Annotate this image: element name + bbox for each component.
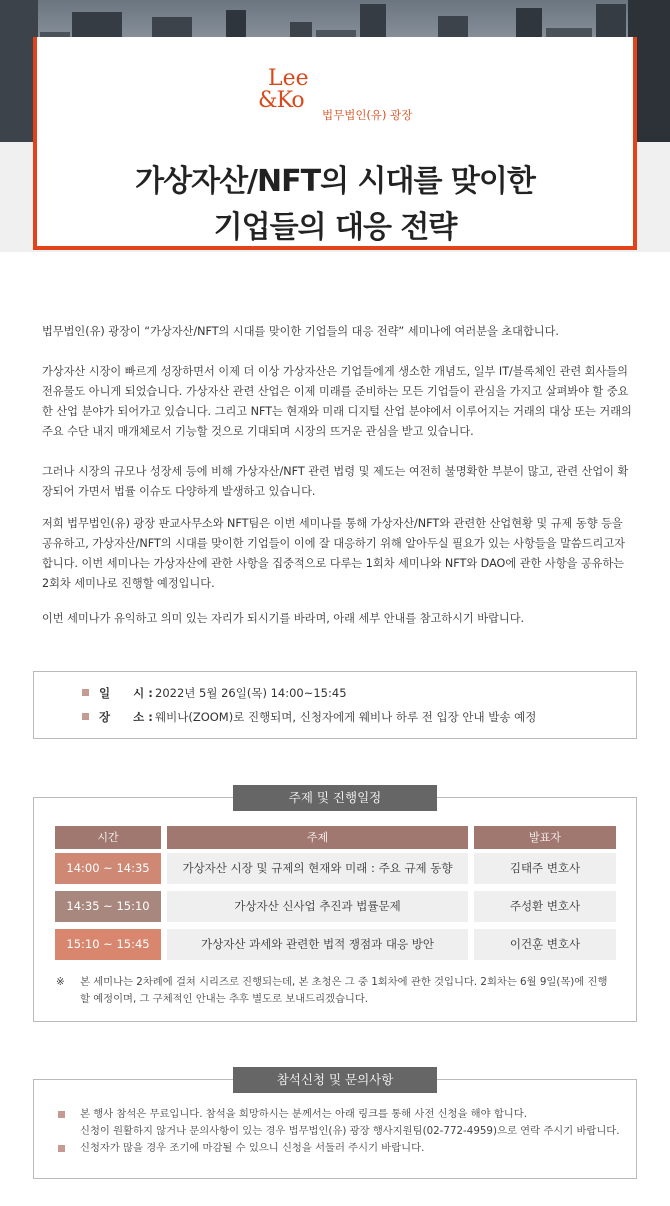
info-place-row: 장 소 : 웨비나(ZOOM)로 진행되며, 신청자에게 웨비나 하루 전 입장 안내 발송 예정 [82, 709, 536, 725]
bullet-square-icon [82, 713, 89, 720]
row1-time: 14:00 ~ 14:35 [55, 853, 161, 884]
info-date-row: 일 시 : 2022년 5월 26일(목) 14:00~15:45 [82, 685, 347, 701]
intro-paragraph-5: 이번 세미나가 유익하고 의미 있는 자리가 되시기를 바라며, 아래 세부 안내를 참고하시기 바랍니다. [42, 612, 525, 625]
header-time: 시간 [55, 826, 161, 849]
bullet-square-icon [58, 1111, 65, 1118]
note-text: 본 세미나는 2차례에 걸쳐 시리즈로 진행되는데, 본 초청은 그 중 1회차에 관한 것입니다. 2회차는 6월 9일(목)에 진행할 예정이며, 그 구체적인 안내는 추후 별도로 보내드리겠습니다. [80, 976, 608, 1005]
bullet-square-icon [58, 1145, 65, 1152]
header-speaker: 발표자 [474, 826, 616, 849]
row1-topic: 가상자산 시장 및 규제의 현재와 미래 : 주요 규제 동향 [167, 853, 468, 884]
row2-time: 14:35 ~ 15:10 [55, 891, 161, 922]
firm-name: 법무법인(유) 광장 [322, 108, 413, 122]
intro-paragraph-1: 법무법인(유) 광장이 “가상자산/NFT의 시대를 맞이한 기업들의 대응 전략” 세미나에 여러분을 초대합니다. [42, 325, 559, 338]
row2-topic: 가상자산 신사업 추진과 법률문제 [167, 891, 468, 922]
intro-paragraph-3: 그러나 시장의 규모나 성장세 등에 비해 가상자산/NFT 관련 법령 및 제도는 여전히 불명확한 부분이 많고, 관련 산업이 확장되어 가면서 법률 이슈도 다양하게 발생하고 있습니다. [42, 465, 629, 498]
bullet-square-icon [82, 689, 89, 696]
header-topic: 주제 [167, 826, 468, 849]
event-info-box [33, 671, 637, 739]
page-title-line1: 가상자산/NFT의 시대를 맞이한 [135, 164, 535, 199]
intro-paragraph-2: 가상자산 시장이 빠르게 성장하면서 이제 더 이상 가상자산은 기업들에게 생소한 개념도, 일부 IT/블록체인 관련 회사들의 전유물도 아니게 되었습니다. 가상자산 관련 산업은 이제 미래를 준비하는 모든 기업들이 관심을 가지고 살펴봐야 할 중요한 산업 분야가 되어가고 있습니다. 그리고 NFT는 현재와 미래 디지털 산업 분야에서 이루어지는 거래의 대상 또는 거래의 주요 수단 내지 매개체로서 기능할 것으로 기대되며 시장의 뜨거운 관심을 받고 있습니다. [42, 365, 632, 438]
page-title-line2: 기업들의 대응 전략 [213, 210, 457, 245]
note-mark: ※ [56, 976, 65, 988]
info-date-value: 2022년 5월 26일(목) 14:00~15:45 [155, 686, 347, 700]
schedule-banner: 주제 및 진행일정 [233, 785, 437, 811]
row3-speaker: 이건훈 변호사 [474, 929, 616, 960]
row1-speaker: 김태주 변호사 [474, 853, 616, 884]
row2-speaker: 주성환 변호사 [474, 891, 616, 922]
registration-banner: 참석신청 및 문의사항 [233, 1067, 437, 1093]
row3-time: 15:10 ~ 15:45 [55, 929, 161, 960]
info-place-value: 웨비나(ZOOM)로 진행되며, 신청자에게 웨비나 하루 전 입장 안내 발송 예정 [155, 710, 537, 724]
row3-topic: 가상자산 과세와 관련한 법적 쟁점과 대응 방안 [167, 929, 468, 960]
intro-paragraph-4: 저희 법무법인(유) 광장 판교사무소와 NFT팀은 이번 세미나를 통해 가상자산/NFT와 관련한 산업현황 및 규제 동향 등을 공유하고, 가상자산/NFT의 시대를 맞이한 기업들이 이에 잘 대응하기 위해 알아두실 필요가 있는 사항들을 말씀드리고자 합니다. 이번 세미나는 가상자산에 관한 사항을 집중적으로 다루는 1회차 세미나와 NFT와 DAO에 관한 사항을 공유하는 2회차 세미나로 진행할 예정입니다. [42, 517, 625, 590]
